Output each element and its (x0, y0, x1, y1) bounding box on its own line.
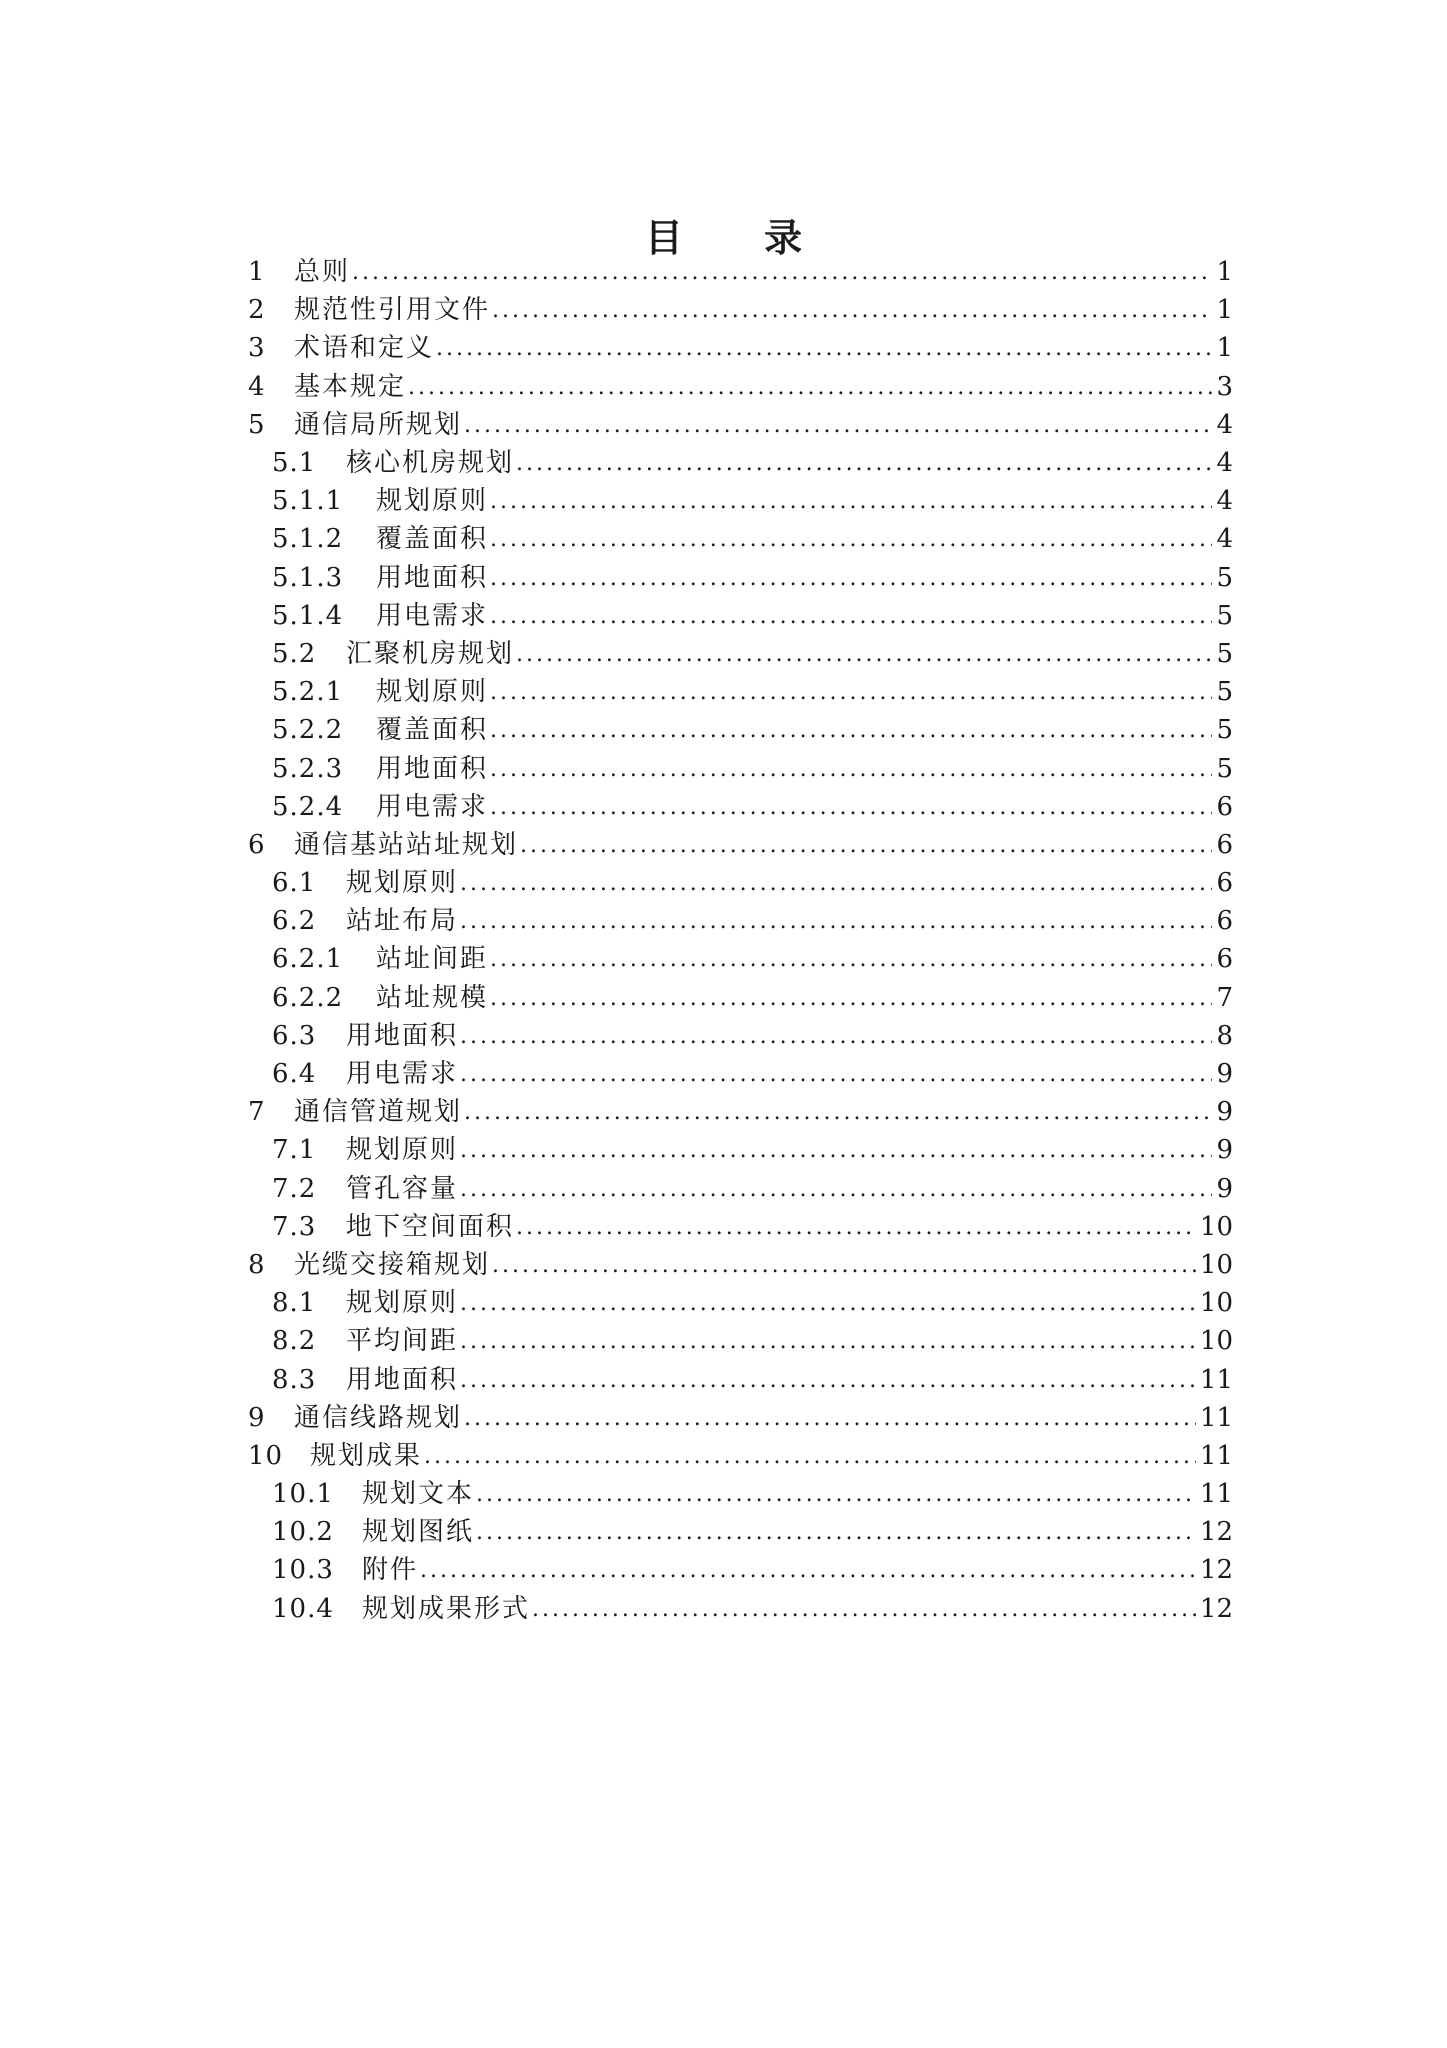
dot-leader (490, 559, 1212, 597)
toc-entry-number: 6.4 (272, 1059, 317, 1090)
toc-entry[interactable] (248, 902, 1233, 940)
toc-entry-page-number: 6 (1216, 829, 1233, 860)
dot-leader (460, 1284, 1196, 1322)
dot-leader (352, 253, 1212, 291)
toc-entry-number: 6.2.2 (272, 982, 344, 1013)
dot-leader (464, 1399, 1196, 1437)
toc-entry[interactable] (248, 1322, 1233, 1360)
toc-entry-number: 10.4 (272, 1593, 334, 1624)
dot-leader (492, 291, 1212, 329)
toc-entry-title: 规划文本 (362, 1479, 475, 1510)
toc-entry-page-number: 10 (1199, 1249, 1233, 1280)
toc-entry-page-number: 6 (1216, 944, 1233, 975)
toc-entry-page-number: 11 (1199, 1402, 1233, 1433)
toc-entry-number: 10 (248, 1440, 284, 1471)
dot-leader (460, 1170, 1212, 1208)
toc-entry-page-number: 5 (1216, 715, 1233, 746)
dot-leader (490, 788, 1212, 826)
toc-entry-title: 基本规定 (294, 371, 407, 402)
toc-entry[interactable] (248, 1590, 1233, 1628)
toc-entry-title: 用电需求 (346, 1059, 459, 1090)
toc-entry-page-number: 9 (1216, 1097, 1233, 1128)
toc-entry[interactable] (248, 1399, 1233, 1437)
toc-entry-page-number: 6 (1216, 868, 1233, 899)
toc-entry-page-number: 10 (1199, 1211, 1233, 1242)
dot-leader (408, 368, 1212, 406)
toc-entry-page-number: 9 (1216, 1059, 1233, 1090)
toc-entry-page-number: 4 (1216, 524, 1233, 555)
toc-entry-number: 7 (248, 1097, 266, 1128)
toc-entry[interactable] (248, 979, 1233, 1017)
toc-entry-page-number: 5 (1216, 600, 1233, 631)
toc-entry-page-number: 5 (1216, 638, 1233, 669)
toc-entry[interactable] (248, 711, 1233, 749)
toc-entry-number: 5.2.1 (272, 677, 344, 708)
toc-entry-title: 平均间距 (346, 1326, 459, 1357)
toc-entry-title: 用电需求 (376, 600, 489, 631)
toc-entry-title: 规划原则 (376, 486, 489, 517)
toc-entry[interactable] (248, 673, 1233, 711)
toc-entry-number: 10.2 (272, 1517, 334, 1548)
toc-entry-page-number: 5 (1216, 677, 1233, 708)
toc-entry-title: 规划原则 (376, 677, 489, 708)
toc-entry-number: 7.3 (272, 1211, 317, 1242)
dot-leader (460, 902, 1212, 940)
table-of-contents (248, 253, 1233, 1628)
toc-entry-page-number: 4 (1216, 409, 1233, 440)
toc-entry-page-number: 9 (1216, 1135, 1233, 1166)
toc-entry[interactable] (248, 520, 1233, 558)
dot-leader (532, 1590, 1196, 1628)
toc-entry-page-number: 3 (1216, 371, 1233, 402)
toc-entry[interactable] (248, 1055, 1233, 1093)
toc-entry-title: 规划原则 (346, 868, 459, 899)
toc-entry[interactable] (248, 1246, 1233, 1284)
toc-entry[interactable] (248, 749, 1233, 787)
toc-entry[interactable] (248, 597, 1233, 635)
dot-leader (464, 1093, 1212, 1131)
toc-entry-number: 10.1 (272, 1479, 334, 1510)
dot-leader (490, 711, 1212, 749)
toc-entry-number: 5.2 (272, 638, 317, 669)
toc-entry[interactable] (248, 940, 1233, 978)
toc-entry-page-number: 4 (1216, 448, 1233, 479)
dot-leader (476, 1513, 1196, 1551)
dot-leader (490, 520, 1212, 558)
dot-leader (490, 750, 1212, 788)
dot-leader (464, 406, 1212, 444)
toc-entry-title: 站址间距 (376, 944, 489, 975)
toc-entry-title: 术语和定义 (294, 333, 435, 364)
toc-entry-page-number: 4 (1216, 486, 1233, 517)
toc-entry-page-number: 7 (1216, 982, 1233, 1013)
toc-entry-page-number: 12 (1199, 1517, 1233, 1548)
toc-entry-number: 6.2 (272, 906, 317, 937)
dot-leader (436, 329, 1212, 367)
toc-entry-title: 规划原则 (346, 1288, 459, 1319)
toc-entry-page-number: 11 (1199, 1440, 1233, 1471)
toc-entry[interactable] (248, 864, 1233, 902)
toc-entry-page-number: 5 (1216, 753, 1233, 784)
toc-entry[interactable] (248, 788, 1233, 826)
toc-entry[interactable] (248, 482, 1233, 520)
toc-entry[interactable] (248, 291, 1233, 329)
toc-entry-number: 7.2 (272, 1173, 317, 1204)
dot-leader (460, 1131, 1212, 1169)
toc-entry[interactable] (248, 406, 1233, 444)
toc-entry-page-number: 12 (1199, 1593, 1233, 1624)
toc-entry-number: 5.2.2 (272, 715, 344, 746)
toc-entry[interactable] (248, 635, 1233, 673)
toc-entry-title: 通信基站站址规划 (294, 829, 519, 860)
toc-entry-title: 用电需求 (376, 791, 489, 822)
dot-leader (516, 1208, 1196, 1246)
toc-entry-number: 5.1.3 (272, 562, 344, 593)
toc-entry-page-number: 6 (1216, 791, 1233, 822)
toc-entry-page-number: 1 (1216, 257, 1233, 288)
toc-entry-number: 2 (248, 295, 266, 326)
toc-entry-number: 8.1 (272, 1288, 317, 1319)
dot-leader (460, 1361, 1196, 1399)
toc-entry-page-number: 10 (1199, 1288, 1233, 1319)
dot-leader (490, 979, 1212, 1017)
toc-entry[interactable] (248, 1131, 1233, 1169)
toc-entry-title: 用地面积 (376, 753, 489, 784)
dot-leader (424, 1437, 1196, 1475)
toc-entry-page-number: 6 (1216, 906, 1233, 937)
toc-entry-number: 8.3 (272, 1364, 317, 1395)
toc-entry[interactable] (248, 1208, 1233, 1246)
toc-entry-number: 5.2.4 (272, 791, 344, 822)
toc-entry[interactable] (248, 253, 1233, 291)
dot-leader (420, 1551, 1196, 1589)
toc-entry-title: 覆盖面积 (376, 524, 489, 555)
toc-entry-title: 规划图纸 (362, 1517, 475, 1548)
toc-entry-number: 5.1.1 (272, 486, 344, 517)
toc-entry-title: 站址布局 (346, 906, 459, 937)
toc-entry-title: 用地面积 (346, 1020, 459, 1051)
toc-entry-title: 管孔容量 (346, 1173, 459, 1204)
dot-leader (516, 635, 1212, 673)
dot-leader (460, 1322, 1196, 1360)
toc-entry-page-number: 5 (1216, 562, 1233, 593)
toc-entry-title: 总则 (294, 257, 351, 288)
toc-entry-title: 覆盖面积 (376, 715, 489, 746)
toc-entry-title: 通信局所规划 (294, 409, 463, 440)
toc-entry-title: 光缆交接箱规划 (294, 1249, 491, 1280)
toc-entry-number: 1 (248, 257, 266, 288)
toc-entry[interactable] (248, 1284, 1233, 1322)
dot-leader (476, 1475, 1196, 1513)
toc-entry[interactable] (248, 1437, 1233, 1475)
toc-entry[interactable] (248, 1093, 1233, 1131)
toc-entry-number: 5.1.2 (272, 524, 344, 555)
toc-entry-page-number: 8 (1216, 1020, 1233, 1051)
toc-entry[interactable] (248, 826, 1233, 864)
toc-entry[interactable] (248, 1170, 1233, 1208)
toc-entry-title: 通信管道规划 (294, 1097, 463, 1128)
toc-entry-title: 规划原则 (346, 1135, 459, 1166)
toc-entry-title: 通信线路规划 (294, 1402, 463, 1433)
toc-entry[interactable] (248, 444, 1233, 482)
toc-entry-number: 5 (248, 409, 266, 440)
toc-entry-number: 6.1 (272, 868, 317, 899)
toc-entry[interactable] (248, 559, 1233, 597)
dot-leader (490, 940, 1212, 978)
toc-entry-title: 附件 (362, 1555, 419, 1586)
toc-entry-number: 3 (248, 333, 266, 364)
toc-entry-title: 站址规模 (376, 982, 489, 1013)
toc-entry[interactable] (248, 1513, 1233, 1551)
toc-entry[interactable] (248, 1360, 1233, 1398)
toc-entry-title: 汇聚机房规划 (346, 638, 515, 669)
toc-title: 目 录 (644, 216, 837, 261)
toc-entry[interactable] (248, 1017, 1233, 1055)
toc-entry-number: 4 (248, 371, 266, 402)
toc-entry[interactable] (248, 368, 1233, 406)
toc-entry-page-number: 10 (1199, 1326, 1233, 1357)
toc-entry-page-number: 9 (1216, 1173, 1233, 1204)
toc-entry-number: 5.2.3 (272, 753, 344, 784)
dot-leader (490, 597, 1212, 635)
toc-entry-title: 规范性引用文件 (294, 295, 491, 326)
dot-leader (492, 1246, 1196, 1284)
toc-entry-number: 8.2 (272, 1326, 317, 1357)
toc-entry-number: 5.1 (272, 448, 317, 479)
dot-leader (520, 826, 1212, 864)
toc-entry-number: 7.1 (272, 1135, 317, 1166)
toc-entry-title: 用地面积 (346, 1364, 459, 1395)
toc-entry-number: 9 (248, 1402, 266, 1433)
toc-entry-number: 6 (248, 829, 266, 860)
toc-entry-number: 5.1.4 (272, 600, 344, 631)
toc-entry-page-number: 12 (1199, 1555, 1233, 1586)
dot-leader (516, 444, 1212, 482)
toc-entry[interactable] (248, 1475, 1233, 1513)
toc-entry[interactable] (248, 1551, 1233, 1589)
toc-entry-number: 10.3 (272, 1555, 334, 1586)
toc-entry-page-number: 11 (1199, 1479, 1233, 1510)
toc-entry-number: 6.3 (272, 1020, 317, 1051)
toc-entry-page-number: 1 (1216, 333, 1233, 364)
toc-entry-page-number: 11 (1199, 1364, 1233, 1395)
toc-entry-number: 6.2.1 (272, 944, 344, 975)
dot-leader (460, 1055, 1212, 1093)
toc-entry-page-number: 1 (1216, 295, 1233, 326)
dot-leader (460, 864, 1212, 902)
dot-leader (490, 482, 1212, 520)
toc-entry-title: 地下空间面积 (346, 1211, 515, 1242)
dot-leader (490, 673, 1212, 711)
toc-entry-title: 规划成果 (310, 1440, 423, 1471)
dot-leader (460, 1017, 1212, 1055)
toc-entry-number: 8 (248, 1249, 266, 1280)
toc-entry-title: 核心机房规划 (346, 448, 515, 479)
toc-entry[interactable] (248, 329, 1233, 367)
toc-entry-title: 规划成果形式 (362, 1593, 531, 1624)
toc-entry-title: 用地面积 (376, 562, 489, 593)
